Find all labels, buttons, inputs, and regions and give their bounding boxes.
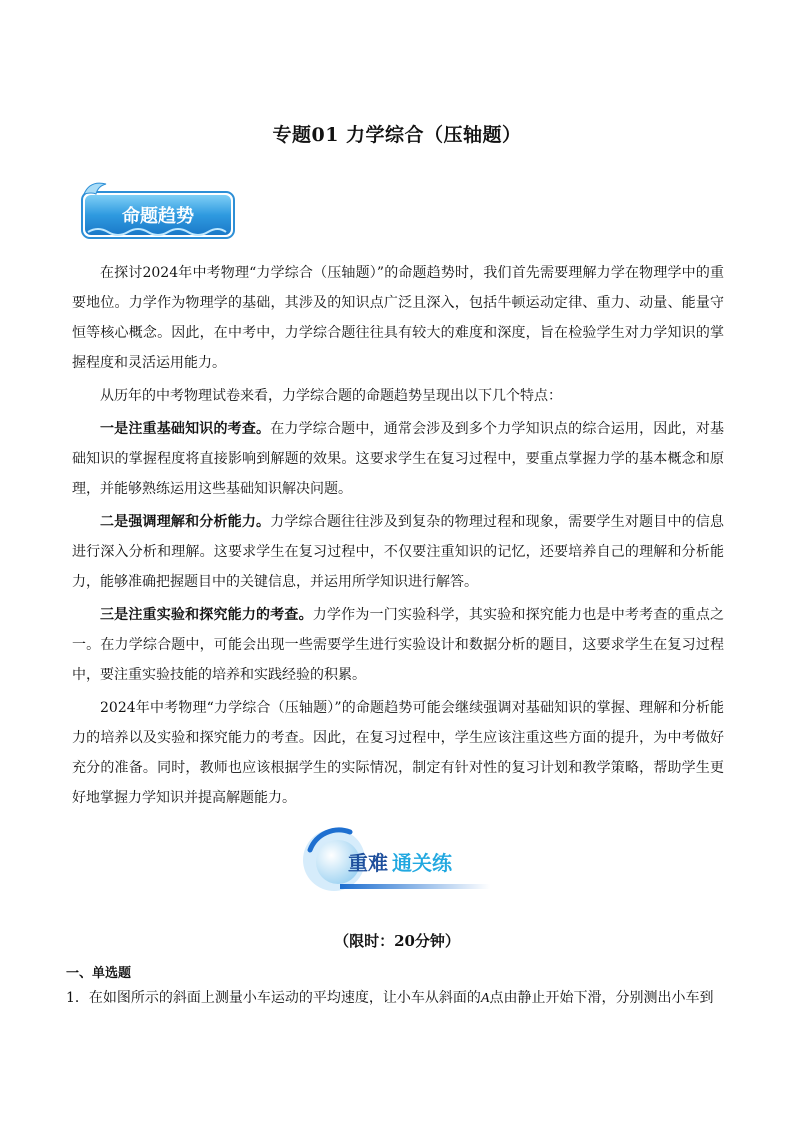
point-label: A: [480, 991, 490, 1006]
trend-badge: [80, 180, 236, 242]
badge-label: 命题趋势: [122, 206, 194, 227]
body-text: [72, 258, 724, 816]
section-heading: 一、单选题: [66, 966, 132, 981]
paragraph: 三是注重实验和探究能力的考查。力学作为一门实验科学，其实验和探究能力也是中考考查的重点之一。在力学综合题中，可能会出现一些需要学生进行实验设计和数据分析的题目，这要求学生在复习过程中，要注重实验技能的培养和实践经验的积累。: [72, 607, 725, 683]
time-limit: （限时：20分钟）: [334, 932, 460, 950]
banner-label-b: 通关练: [392, 851, 452, 875]
paragraph: 在探讨2024年中考物理“力学综合（压轴题）”的命题趋势时，我们首先需要理解力学在物理学中的重要地位。力学作为物理学的基础，其涉及的知识点广泛且深入，包括牛顿运动定律、重力、动量、能量守恒等核心概念。因此，在中考中，力学综合题往往具有较大的难度和深度，旨在检验学生对力学知识的掌握程度和灵活运用能力。: [72, 265, 724, 371]
banner-label-a: 重难: [348, 851, 388, 875]
practice-banner: [300, 826, 492, 896]
paragraph: 2024年中考物理“力学综合（压轴题）”的命题趋势可能会继续强调对基础知识的掌握、理解和分析能力的培养以及实验和探究能力的考查。因此，在复习过程中，学生应该注重这些方面的提升，为中考做好充分的准备。同时，教师也应该根据学生的实际情况，制定有针对性的复习计划和教学策略，帮助学生更好地掌握力学知识并提高解题能力。: [72, 700, 724, 806]
question-1: [66, 986, 730, 1011]
question-text: 在如图所示的斜面上测量小车运动的平均速度，让小车从斜面的: [88, 990, 481, 1006]
question-text-cont: 点由静止开始下滑，分别测出小车到: [489, 990, 714, 1006]
question-number: 1．: [66, 990, 89, 1006]
paragraph: 从历年的中考物理试卷来看，力学综合题的命题趋势呈现出以下几个特点：: [100, 388, 562, 404]
paragraph: 一是注重基础知识的考查。在力学综合题中，通常会涉及到多个力学知识点的综合运用，因此，对基础知识的掌握程度将直接影响到解题的效果。这要求学生在复习过程中，要重点掌握力学的基本概念和原理，并能够熟练运用这些基础知识解决问题。: [72, 421, 724, 497]
paragraph: 二是强调理解和分析能力。力学综合题往往涉及到复杂的物理过程和现象，需要学生对题目中的信息进行深入分析和理解。这要求学生在复习过程中，不仅要注重知识的记忆，还要培养自己的理解和分析能力，能够准确把握题目中的关键信息，并运用所学知识进行解答。: [72, 514, 724, 590]
page-title: 专题01 力学综合（压轴题）: [272, 124, 522, 146]
